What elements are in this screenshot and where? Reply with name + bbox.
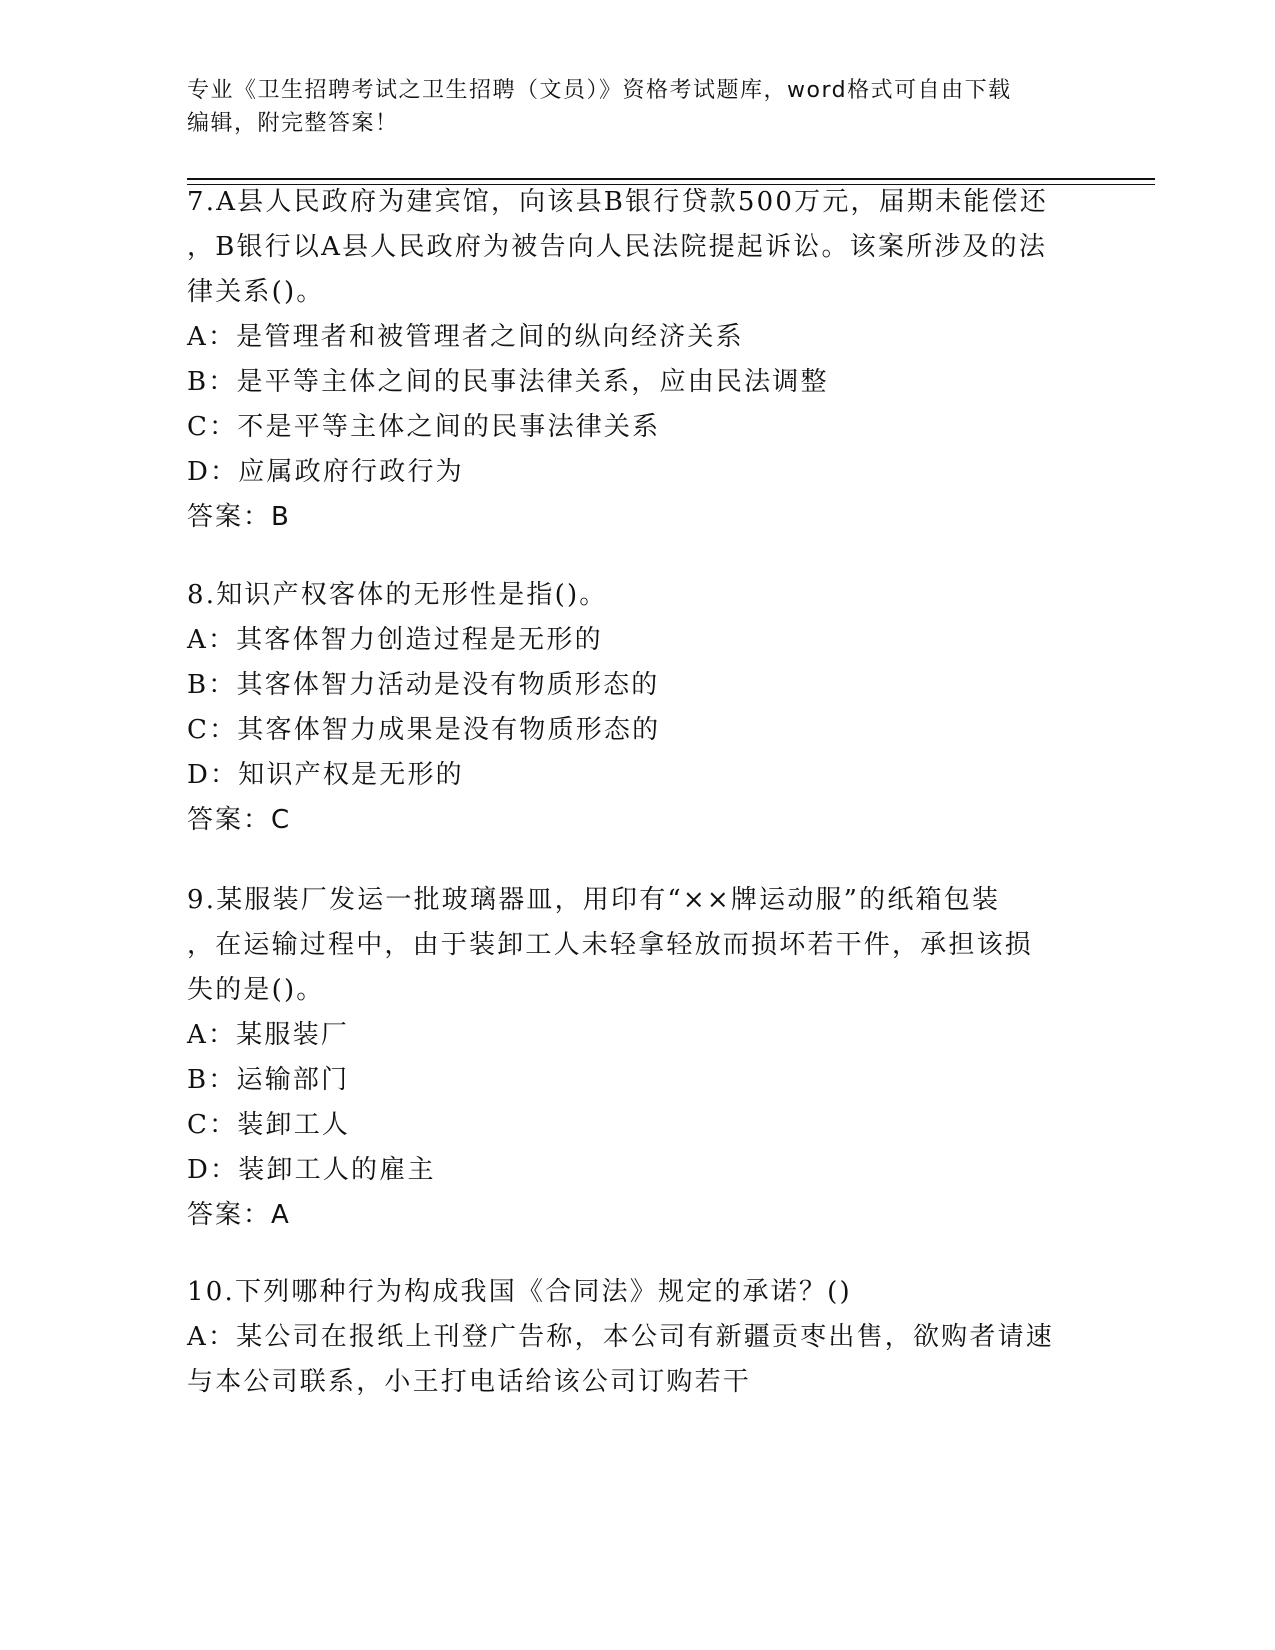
option-c: C：不是平等主体之间的民事法律关系	[187, 412, 661, 442]
question-10	[187, 1270, 1087, 1405]
option-a-continued: 与本公司联系，小王打电话给该公司订购若干	[187, 1367, 752, 1397]
option-b: B：其客体智力活动是没有物质形态的	[187, 670, 660, 700]
question-9	[187, 878, 1087, 1238]
option-c: C：装卸工人	[187, 1110, 351, 1140]
question-stem-line: 10.下列哪种行为构成我国《合同法》规定的承诺？()	[187, 1277, 852, 1307]
question-stem-line: 8.知识产权客体的无形性是指()。	[187, 580, 608, 610]
option-d: D：知识产权是无形的	[187, 760, 464, 790]
option-c: C：其客体智力成果是没有物质形态的	[187, 715, 661, 745]
option-d: D：装卸工人的雇主	[187, 1155, 436, 1185]
header-line-1: 专业《卫生招聘考试之卫生招聘（文员）》资格考试题库，word格式可自由下载	[187, 78, 1012, 103]
option-a: A：是管理者和被管理者之间的纵向经济关系	[187, 322, 744, 352]
answer: 答案：B	[187, 502, 291, 532]
option-b: B：是平等主体之间的民事法律关系，应由民法调整	[187, 367, 829, 397]
answer: 答案：C	[187, 805, 292, 835]
question-stem-line: 失的是()。	[187, 975, 325, 1005]
option-d: D：应属政府行政行为	[187, 457, 464, 487]
question-stem-line: 7.A县人民政府为建宾馆，向该县B银行贷款500万元，届期未能偿还	[187, 187, 1048, 217]
option-b: B：运输部门	[187, 1065, 350, 1095]
question-stem-line: 律关系()。	[187, 277, 325, 307]
option-a: A：其客体智力创造过程是无形的	[187, 625, 603, 655]
question-stem-line: 9.某服装厂发运一批玻璃器皿，用印有“××牌运动服”的纸箱包装	[187, 885, 1001, 915]
option-a: A：某服装厂	[187, 1020, 349, 1050]
document-header	[187, 74, 1087, 140]
header-line-2: 编辑，附完整答案！	[187, 111, 399, 136]
question-stem-line: ，B银行以A县人民政府为被告向人民法院提起诉讼。该案所涉及的法	[187, 232, 1048, 262]
question-7	[187, 180, 1087, 540]
answer: 答案：A	[187, 1200, 291, 1230]
question-stem-line: ，在运输过程中，由于装卸工人未轻拿轻放而损坏若干件，承担该损	[187, 930, 1034, 960]
question-8	[187, 573, 1087, 843]
option-a: A：某公司在报纸上刊登广告称，本公司有新疆贡枣出售，欲购者请速	[187, 1322, 1054, 1352]
